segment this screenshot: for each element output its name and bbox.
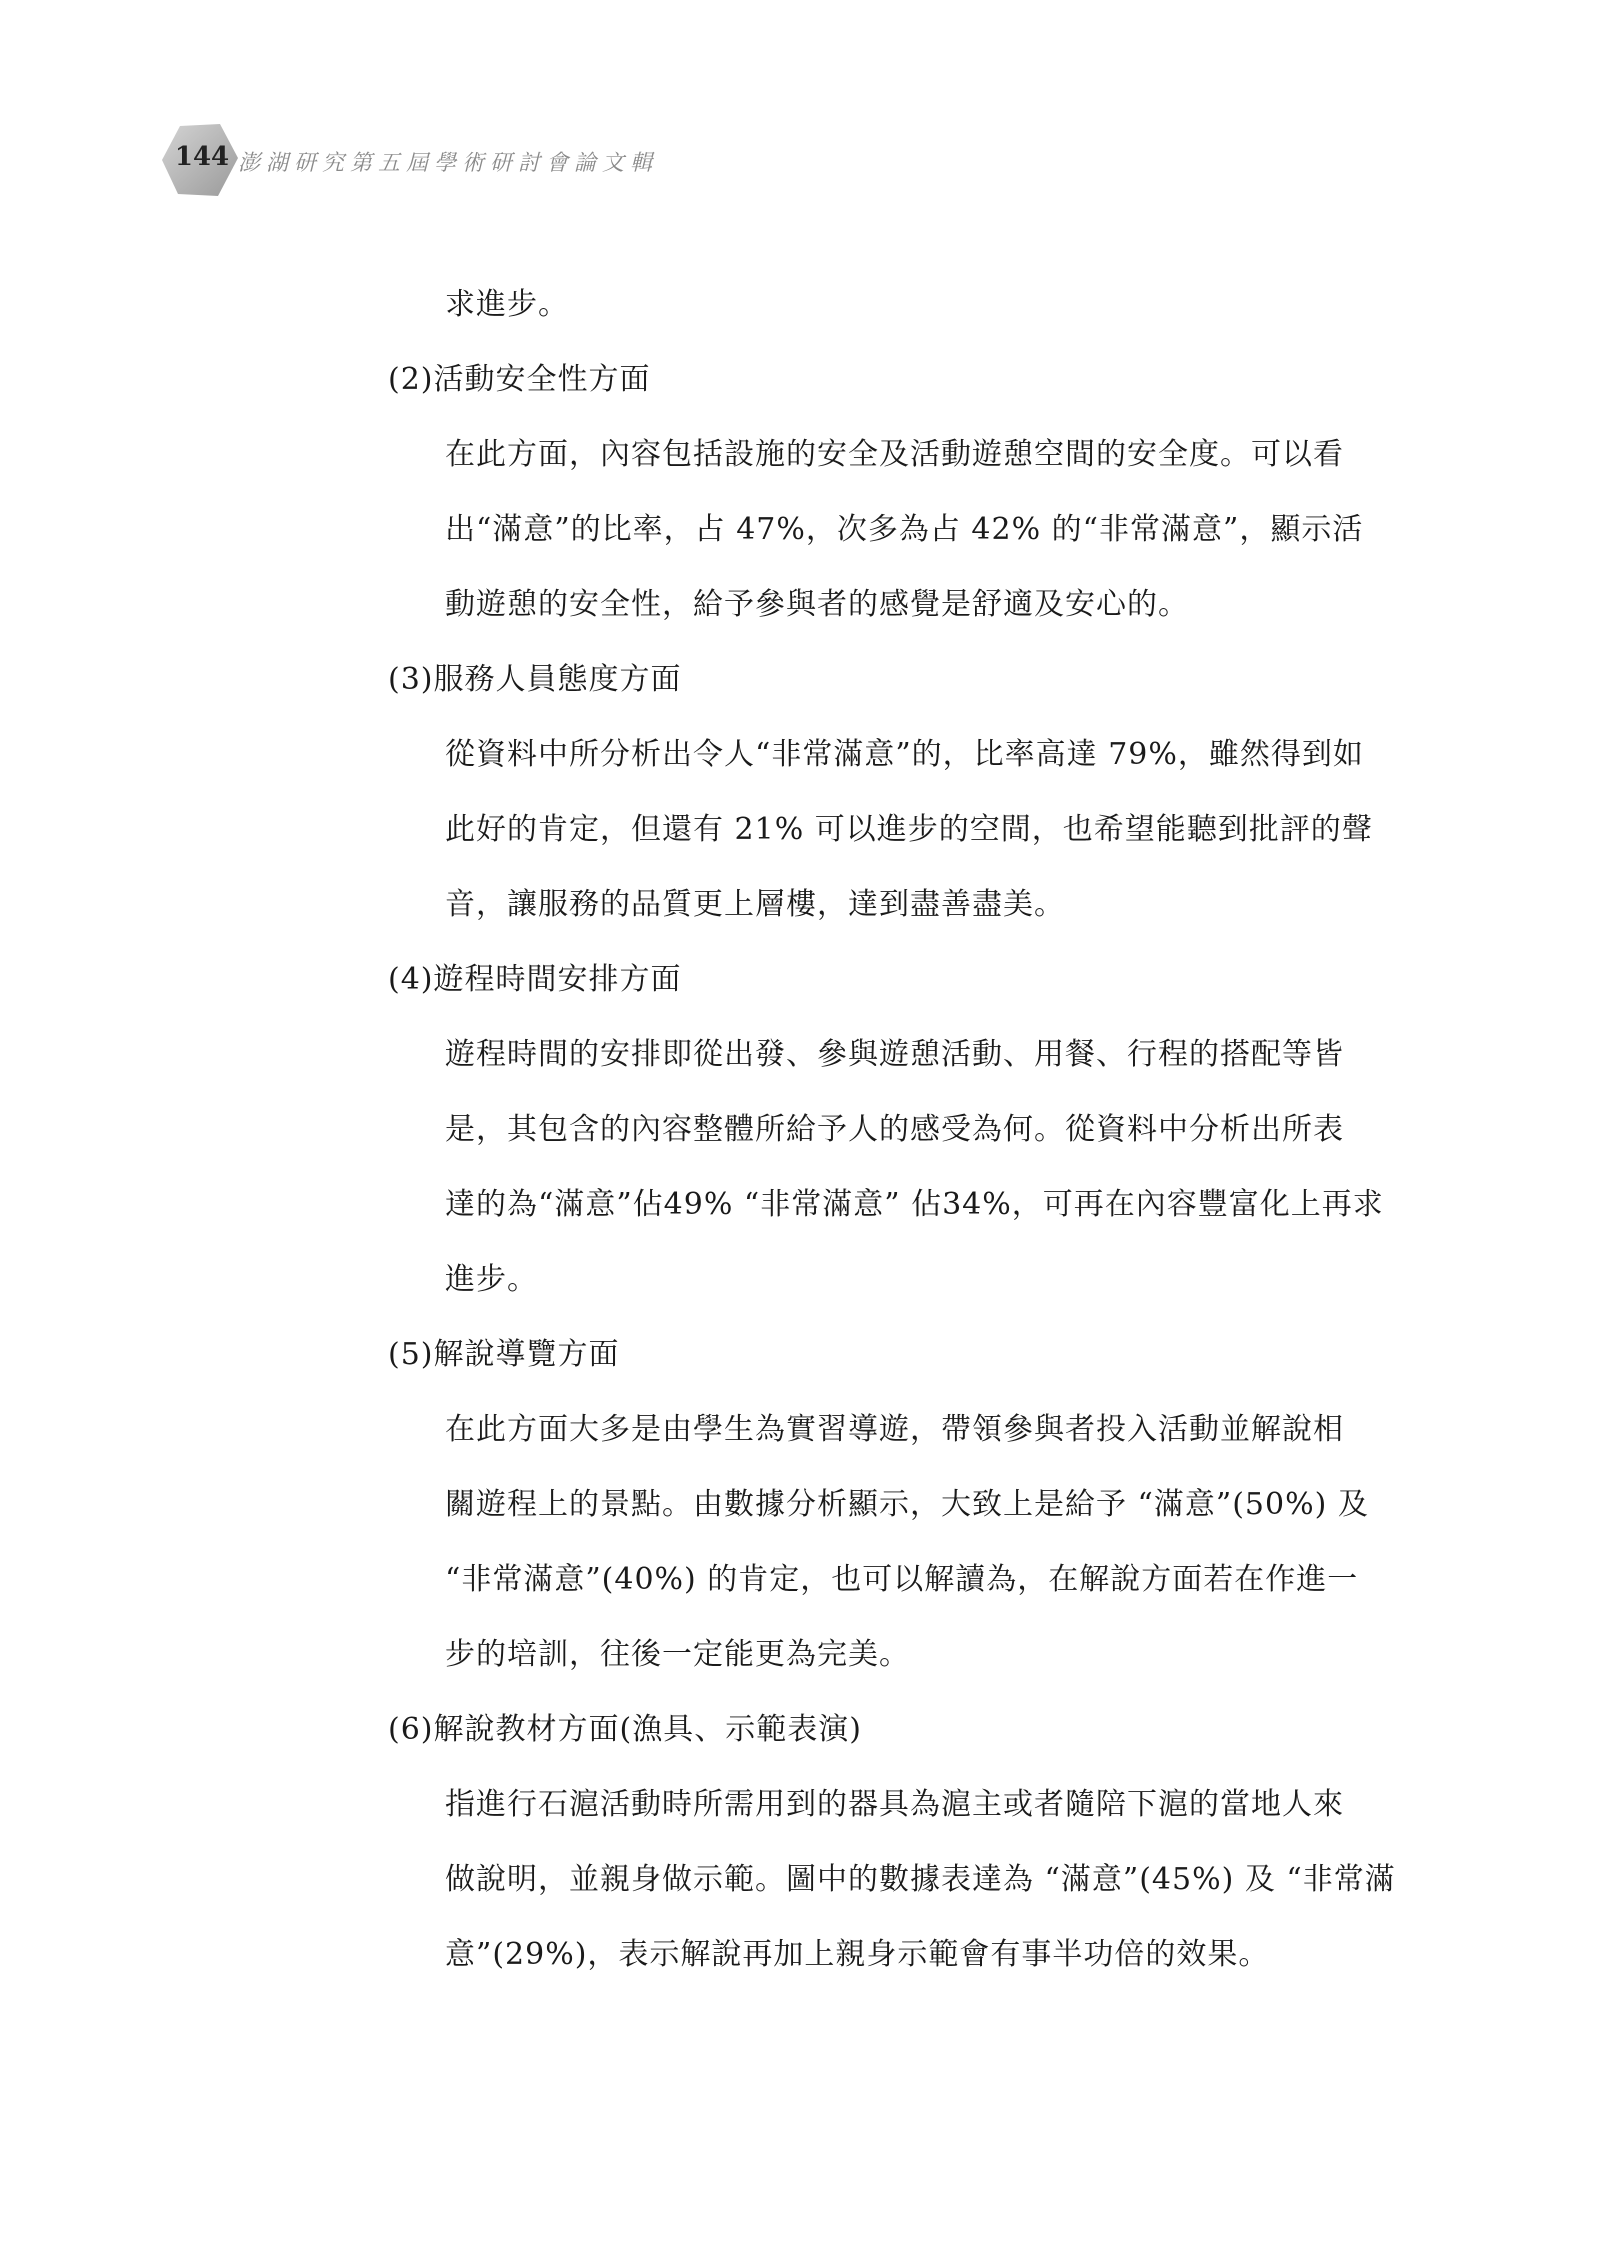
section-heading: (2)活動安全性方面 xyxy=(388,362,651,397)
paragraph-line: 出“滿意”的比率，占 47%，次多為占 42% 的“非常滿意”，顯示活 xyxy=(445,512,1364,547)
section-heading: (3)服務人員態度方面 xyxy=(388,662,682,697)
paragraph-line: 在此方面大多是由學生為實習導遊，帶領參與者投入活動並解說相 xyxy=(445,1412,1344,1447)
section-heading: (5)解說導覽方面 xyxy=(388,1337,620,1372)
paragraph-line: 做說明，並親身做示範。圖中的數據表達為 “滿意”(45%) 及 “非常滿 xyxy=(445,1862,1396,1897)
section-heading: (4)遊程時間安排方面 xyxy=(388,962,682,997)
paragraph-line: 是，其包含的內容整體所給予人的感受為何。從資料中分析出所表 xyxy=(445,1112,1344,1147)
paragraph-line: 步的培訓，往後一定能更為完美。 xyxy=(445,1637,910,1672)
paragraph-line: 遊程時間的安排即從出發、參與遊憩活動、用餐、行程的搭配等皆 xyxy=(445,1037,1344,1072)
paragraph-line: 音，讓服務的品質更上層樓，達到盡善盡美。 xyxy=(445,887,1065,922)
paragraph-line: 此好的肯定，但還有 21% 可以進步的空間，也希望能聽到批評的聲 xyxy=(445,812,1373,847)
paragraph-line: 關遊程上的景點。由數據分析顯示，大致上是給予 “滿意”(50%) 及 xyxy=(445,1487,1369,1522)
paragraph-line: 達的為“滿意”佔49% “非常滿意” 佔34%，可再在內容豐富化上再求 xyxy=(445,1187,1384,1222)
running-title: 澎湖研究第五屆學術研討會論文輯 xyxy=(238,151,659,176)
paragraph-line: 在此方面，內容包括設施的安全及活動遊憩空間的安全度。可以看 xyxy=(445,437,1344,472)
paragraph-line: 進步。 xyxy=(445,1262,538,1297)
page-header xyxy=(150,120,850,200)
section-heading: (6)解說教材方面(漁具、示範表演) xyxy=(388,1712,862,1747)
paragraph-line: “非常滿意”(40%) 的肯定，也可以解讀為，在解說方面若在作進一 xyxy=(445,1562,1359,1597)
paragraph-line: 動遊憩的安全性，給予參與者的感覺是舒適及安心的。 xyxy=(445,587,1189,622)
page-number: 144 xyxy=(174,142,230,172)
paragraph-line: 指進行石滬活動時所需用到的器具為滬主或者隨陪下滬的當地人來 xyxy=(445,1787,1344,1822)
paragraph-line: 意”(29%)，表示解說再加上親身示範會有事半功倍的效果。 xyxy=(445,1937,1270,1972)
paragraph-line: 求進步。 xyxy=(445,287,569,322)
paragraph-line: 從資料中所分析出令人“非常滿意”的，比率高達 79%，雖然得到如 xyxy=(445,737,1364,772)
